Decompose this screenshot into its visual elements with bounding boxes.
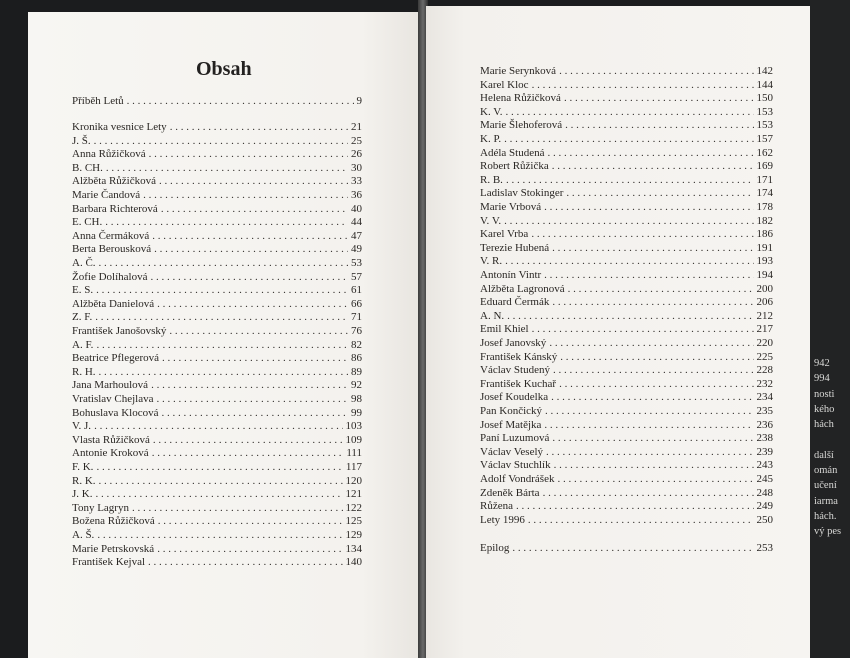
dot-leader xyxy=(549,336,753,350)
dot-leader xyxy=(158,514,343,528)
toc-entry xyxy=(72,406,362,420)
toc-entry xyxy=(480,105,773,119)
toc-entry-page-number: 99 xyxy=(351,406,362,419)
toc-entry-page-number: 248 xyxy=(756,486,773,499)
toc-entry xyxy=(480,445,773,459)
toc-entry xyxy=(480,159,773,173)
toc-entry xyxy=(72,242,362,256)
dot-leader xyxy=(560,350,753,364)
edge-text-line: 942 xyxy=(814,358,830,369)
toc-entry-page-number: 153 xyxy=(756,105,773,118)
edge-text-line: vý pes xyxy=(814,526,842,538)
toc-entry xyxy=(72,310,362,324)
edge-text-line: další xyxy=(814,449,834,461)
toc-entry-title: Kronika vesnice Lety xyxy=(72,121,167,133)
dot-leader xyxy=(161,406,348,420)
dot-leader xyxy=(544,418,753,432)
dot-leader xyxy=(546,445,753,459)
toc-entry-page-number: 109 xyxy=(345,433,362,446)
dot-leader xyxy=(152,446,344,460)
toc-entry-page-number: 53 xyxy=(351,257,362,269)
dot-leader xyxy=(532,322,754,336)
toc-entry-page-number: 26 xyxy=(351,148,362,161)
toc-entry-title: Václav Studený xyxy=(480,364,550,377)
toc-entry xyxy=(480,64,773,78)
toc-entry xyxy=(480,282,773,296)
toc-entry-page-number: 36 xyxy=(351,189,362,201)
toc-entry xyxy=(72,378,362,392)
toc-entry-page-number: 76 xyxy=(351,325,362,337)
dot-leader xyxy=(504,132,753,146)
edge-text-line xyxy=(814,432,841,447)
edge-text-line: omán xyxy=(814,465,838,477)
toc-entry-title: R. B. xyxy=(480,173,503,186)
dot-leader xyxy=(150,270,348,284)
toc-entry xyxy=(72,351,362,365)
dot-leader xyxy=(157,542,342,556)
dot-leader xyxy=(552,431,753,445)
toc-entry-page-number: 33 xyxy=(351,175,362,188)
dot-leader xyxy=(149,147,348,161)
toc-entry-page-number: 117 xyxy=(345,461,362,473)
toc-entry xyxy=(480,268,773,282)
toc-entry-page-number: 142 xyxy=(756,65,773,77)
toc-entry xyxy=(480,363,773,377)
toc-entry-title: Josef Janovský xyxy=(480,337,547,349)
dot-leader xyxy=(512,541,753,555)
dot-leader xyxy=(565,118,753,132)
toc-entry xyxy=(480,78,773,92)
toc-entry-page-number: 245 xyxy=(756,473,773,485)
toc-entry-page-number: 191 xyxy=(756,241,773,254)
toc-entry-page-number: 238 xyxy=(756,432,773,445)
toc-entry-title: Robert Růžička xyxy=(480,160,549,173)
toc-entry-title: A. Č. xyxy=(72,257,96,269)
toc-entry-title: Epilog xyxy=(480,542,510,554)
dot-leader xyxy=(96,338,348,352)
toc-entry xyxy=(480,499,773,513)
toc-entry-page-number: 182 xyxy=(756,214,773,227)
toc-entry-title: Václav Stuchlík xyxy=(480,459,551,472)
dot-leader xyxy=(99,256,348,270)
dot-leader xyxy=(105,215,348,229)
toc-entry-page-number: 9 xyxy=(356,95,362,107)
toc-entry-title: Barbara Richterová xyxy=(72,202,158,215)
toc-entry-title: Anna Čermáková xyxy=(72,229,150,242)
toc-entry-page-number: 103 xyxy=(345,420,362,433)
toc-entry-title: František Kejval xyxy=(72,556,146,569)
toc-entry xyxy=(480,458,773,472)
dot-leader xyxy=(544,268,753,282)
dot-leader xyxy=(95,310,348,324)
toc-entry-title: V. J. xyxy=(72,420,92,433)
toc-entry xyxy=(72,501,362,515)
toc-entry-page-number: 44 xyxy=(351,216,362,229)
dot-leader xyxy=(96,460,342,474)
toc-entry xyxy=(72,202,362,216)
dot-leader xyxy=(143,188,348,202)
toc-entry xyxy=(480,173,773,187)
dot-leader xyxy=(545,404,753,418)
dot-leader xyxy=(161,202,348,216)
edge-text-line: hách. xyxy=(814,510,837,522)
toc-entry-title: E. CH. xyxy=(72,216,103,229)
toc-entry-title: Josef Koudelka xyxy=(480,391,549,404)
dot-leader xyxy=(559,64,753,78)
toc-entry-page-number: 235 xyxy=(756,405,773,417)
toc-entry-page-number: 249 xyxy=(756,500,773,513)
dot-leader xyxy=(94,134,348,148)
toc-entry-page-number: 86 xyxy=(351,352,362,365)
toc-entry-title: Tony Lagryn xyxy=(72,501,129,514)
toc-entry xyxy=(480,254,773,268)
dot-leader xyxy=(106,161,348,175)
toc-entry xyxy=(72,324,362,338)
toc-entry-page-number: 125 xyxy=(345,515,362,528)
toc-entry-title: A. Š. xyxy=(72,529,95,541)
toc-entry-page-number: 169 xyxy=(756,160,773,173)
toc-entry xyxy=(480,336,773,350)
toc-entry xyxy=(72,256,362,270)
toc-entry-page-number: 121 xyxy=(345,488,362,501)
toc-entry-page-number: 171 xyxy=(756,173,773,186)
toc-entry-title: František Janošovský xyxy=(72,325,167,337)
toc-entry-page-number: 140 xyxy=(345,556,362,569)
dot-leader xyxy=(557,472,753,486)
toc-entry-page-number: 228 xyxy=(756,364,773,377)
toc-entry xyxy=(480,309,773,323)
toc-entry-title: Jana Marhoulová xyxy=(72,379,149,392)
toc-entry-page-number: 200 xyxy=(756,282,773,295)
toc-entry-page-number: 89 xyxy=(351,365,362,378)
toc-entry xyxy=(480,146,773,160)
toc-entry-page-number: 253 xyxy=(756,542,773,554)
dot-leader xyxy=(564,91,754,105)
toc-entry xyxy=(72,514,362,528)
toc-entry xyxy=(72,94,362,108)
toc-entry xyxy=(72,174,362,188)
toc-entry xyxy=(480,214,773,228)
toc-entry xyxy=(480,295,773,309)
toc-entry-title: Karel Kloc xyxy=(480,78,529,91)
toc-entry xyxy=(72,229,362,243)
toc-entry-page-number: 111 xyxy=(346,447,362,460)
toc-entry-title: Marie Petrskovská xyxy=(72,542,155,555)
toc-entry-title: Berta Berousková xyxy=(72,243,152,256)
dot-leader xyxy=(154,242,348,256)
toc-entry-title: Pan Končický xyxy=(480,405,543,417)
toc-entry xyxy=(72,365,362,379)
toc-entry-page-number: 212 xyxy=(756,309,773,322)
dot-leader xyxy=(552,295,753,309)
toc-entry-page-number: 61 xyxy=(351,284,362,297)
toc-entry-title: František Kuchař xyxy=(480,377,557,390)
toc-entry-page-number: 92 xyxy=(351,379,362,392)
dot-leader xyxy=(151,378,348,392)
edge-text-fragments xyxy=(814,356,841,540)
dot-leader xyxy=(505,254,753,268)
toc-entry xyxy=(72,392,362,406)
toc-entry-title: Emil Khiel xyxy=(480,323,529,336)
toc-entry xyxy=(480,118,773,132)
toc-entry-title: Adéla Studená xyxy=(480,146,545,159)
edge-text-line: nosti xyxy=(814,388,835,400)
toc-entry xyxy=(480,186,773,200)
toc-entry-title: Josef Matějka xyxy=(480,418,542,431)
toc-entry-title: Příběh Letů xyxy=(72,95,124,107)
toc-entry xyxy=(480,513,773,527)
toc-entry-title: Vratislav Chejlava xyxy=(72,393,154,405)
toc-entry-title: Helena Růžičková xyxy=(480,92,561,105)
toc-entry xyxy=(480,541,773,555)
toc-entry xyxy=(480,390,773,404)
dot-leader xyxy=(516,499,754,513)
toc-entry-title: Zdeněk Bárta xyxy=(480,486,540,499)
toc-entry xyxy=(480,472,773,486)
toc-entry-page-number: 134 xyxy=(345,542,362,555)
dot-leader xyxy=(551,390,753,404)
toc-entry-page-number: 153 xyxy=(756,119,773,132)
dot-leader xyxy=(506,173,754,187)
toc-entry-title: Eduard Čermák xyxy=(480,296,550,309)
toc-entry-title: Karel Vrba xyxy=(480,228,529,241)
toc-entry xyxy=(72,542,362,556)
toc-entry-page-number: 150 xyxy=(756,92,773,105)
edge-text-line: hách xyxy=(814,419,834,431)
toc-entry-title: B. CH. xyxy=(72,161,103,174)
toc-entry xyxy=(72,528,362,542)
toc-entry-page-number: 206 xyxy=(756,296,773,309)
toc-entry xyxy=(480,227,773,241)
toc-entry-title: Anna Růžičková xyxy=(72,148,146,161)
toc-entry xyxy=(480,377,773,391)
toc-entry-page-number: 239 xyxy=(756,445,773,458)
toc-entry-title: K. P. xyxy=(480,133,502,145)
toc-entry-page-number: 194 xyxy=(756,269,773,281)
toc-entry-title: Z. F. xyxy=(72,311,93,324)
toc-entry-page-number: 40 xyxy=(351,202,362,215)
page-title: Obsah xyxy=(196,58,252,80)
dot-leader xyxy=(127,94,354,108)
toc-entry-page-number: 21 xyxy=(351,121,362,133)
toc-entry xyxy=(72,338,362,352)
dot-leader xyxy=(99,365,348,379)
toc-entry-page-number: 129 xyxy=(345,529,362,541)
toc-entry xyxy=(480,418,773,432)
toc-entry-page-number: 120 xyxy=(345,474,362,487)
toc-entry-title: Marie Serynková xyxy=(480,65,557,77)
adjacent-book-edge xyxy=(810,0,850,658)
toc-entry xyxy=(480,431,773,445)
toc-entry-title: Ladislav Stokinger xyxy=(480,187,564,200)
toc-entry-title: Růžena xyxy=(480,500,513,513)
dot-leader xyxy=(132,501,343,515)
toc-entry xyxy=(72,433,362,447)
toc-entry-title: Antonín Vintr xyxy=(480,269,542,281)
toc-entry-page-number: 234 xyxy=(756,391,773,404)
toc-entry-title: Paní Luzumová xyxy=(480,432,550,445)
toc-entry-title: Lety 1996 xyxy=(480,513,525,526)
toc-entry-page-number: 47 xyxy=(351,229,362,242)
toc-entry-title: Terezie Hubená xyxy=(480,241,550,254)
toc-entry-title: E. S. xyxy=(72,284,94,297)
toc-entry-page-number: 250 xyxy=(756,513,773,526)
toc-entry-page-number: 30 xyxy=(351,161,362,174)
toc-entry-page-number: 220 xyxy=(756,337,773,349)
dot-leader xyxy=(568,282,754,296)
dot-leader xyxy=(566,186,753,200)
toc-entry xyxy=(480,322,773,336)
toc-entry-page-number: 98 xyxy=(351,393,362,405)
dot-leader xyxy=(532,78,754,92)
dot-leader xyxy=(552,159,754,173)
toc-entry-page-number: 178 xyxy=(756,201,773,213)
edge-text-line: učení xyxy=(814,480,837,492)
dot-leader xyxy=(507,309,753,323)
toc-entry xyxy=(72,161,362,175)
toc-entry-page-number: 217 xyxy=(756,323,773,336)
toc-entry-title: Bohuslava Klocová xyxy=(72,406,159,419)
toc-entry-title: A. N. xyxy=(480,309,505,322)
toc-entry-title: Marie Vrbová xyxy=(480,201,542,213)
dot-leader xyxy=(544,200,753,214)
toc-entry xyxy=(72,147,362,161)
dot-leader xyxy=(559,377,753,391)
dot-leader xyxy=(99,474,343,488)
toc-entry-page-number: 243 xyxy=(756,459,773,472)
edge-text-line: iarma xyxy=(814,495,838,507)
toc-entry xyxy=(480,486,773,500)
toc-entry-title: V. V. xyxy=(480,214,502,227)
toc-entry-page-number: 144 xyxy=(756,78,773,91)
toc-entry-page-number: 225 xyxy=(756,350,773,363)
toc-entry-title: Božena Růžičková xyxy=(72,515,155,528)
dot-leader xyxy=(506,105,754,119)
toc-entry-title: Alžběta Růžičková xyxy=(72,175,156,188)
toc-entry-title: Alžběta Lagronová xyxy=(480,282,565,295)
toc-entry-title: J. Š. xyxy=(72,134,91,147)
toc-entry xyxy=(72,215,362,229)
toc-entry-page-number: 186 xyxy=(756,228,773,241)
toc-entry xyxy=(72,297,362,311)
dot-leader xyxy=(504,214,753,228)
toc-entry-page-number: 71 xyxy=(351,311,362,324)
dot-leader xyxy=(553,363,754,377)
toc-entry xyxy=(72,474,362,488)
toc-entry xyxy=(480,350,773,364)
toc-entry-title: R. H. xyxy=(72,365,96,378)
toc-entry xyxy=(72,487,362,501)
toc-entry xyxy=(72,120,362,134)
toc-entry-title: Václav Veselý xyxy=(480,445,544,458)
dot-leader xyxy=(157,392,348,406)
dot-leader xyxy=(97,528,342,542)
toc-entry-page-number: 57 xyxy=(351,270,362,283)
toc-entry-title: Vlasta Růžičková xyxy=(72,433,150,446)
toc-entry-title: Beatrice Pflegerová xyxy=(72,352,160,365)
edge-text-line: 994 xyxy=(814,373,830,385)
toc-entry-title: Marie Čandová xyxy=(72,189,141,201)
toc-entry-page-number: 157 xyxy=(756,133,773,145)
toc-entry-page-number: 193 xyxy=(756,255,773,268)
toc-entry-title: F. K. xyxy=(72,461,94,473)
toc-entry-page-number: 66 xyxy=(351,297,362,310)
dot-leader xyxy=(162,351,348,365)
dot-leader xyxy=(543,486,754,500)
dot-leader xyxy=(531,227,753,241)
toc-entry xyxy=(72,270,362,284)
toc-entry xyxy=(72,419,362,433)
dot-leader xyxy=(96,283,348,297)
toc-entry-title: Žofie Dolíhalová xyxy=(72,270,148,283)
toc-entry-page-number: 49 xyxy=(351,243,362,256)
toc-entry xyxy=(480,404,773,418)
toc-entry xyxy=(480,132,773,146)
toc-entry-page-number: 236 xyxy=(756,418,773,431)
toc-entry-title: A. F. xyxy=(72,338,94,351)
toc-entry xyxy=(72,134,362,148)
toc-entry xyxy=(72,446,362,460)
toc-entry-page-number: 162 xyxy=(756,146,773,159)
toc-entry-title: Marie Šlehoferová xyxy=(480,119,563,132)
dot-leader xyxy=(159,174,348,188)
dot-leader xyxy=(94,419,342,433)
toc-entry-title: Adolf Vondrášek xyxy=(480,473,555,485)
toc-entry-title: V. R. xyxy=(480,255,503,268)
dot-leader xyxy=(169,324,348,338)
toc-entry-page-number: 82 xyxy=(351,338,362,351)
dot-leader xyxy=(547,146,753,160)
toc-entry-title: R. K. xyxy=(72,474,96,487)
toc-entry xyxy=(480,91,773,105)
toc-entry xyxy=(480,200,773,214)
edge-text-line: kého xyxy=(814,403,835,415)
toc-entry-title: K. V. xyxy=(480,105,503,118)
toc-entry xyxy=(72,283,362,297)
toc-entry xyxy=(72,460,362,474)
toc-entry-page-number: 174 xyxy=(756,187,773,200)
dot-leader xyxy=(554,458,754,472)
toc-entry-title: Antonie Kroková xyxy=(72,447,149,460)
toc-entry-title: J. K. xyxy=(72,488,93,501)
dot-leader xyxy=(170,120,348,134)
toc-entry-page-number: 122 xyxy=(345,501,362,514)
dot-leader xyxy=(153,433,343,447)
toc-entry-page-number: 232 xyxy=(756,377,773,390)
toc-entry-title: Alžběta Danielová xyxy=(72,297,155,310)
dot-leader xyxy=(148,555,342,569)
dot-leader xyxy=(552,241,753,255)
toc-entry xyxy=(72,188,362,202)
dot-leader xyxy=(95,487,342,501)
toc-entry xyxy=(480,241,773,255)
dot-leader xyxy=(152,229,348,243)
toc-entry-title: František Kánský xyxy=(480,350,558,363)
dot-leader xyxy=(528,513,754,527)
dot-leader xyxy=(157,297,348,311)
toc-entry-page-number: 25 xyxy=(351,134,362,147)
toc-entry xyxy=(72,555,362,569)
